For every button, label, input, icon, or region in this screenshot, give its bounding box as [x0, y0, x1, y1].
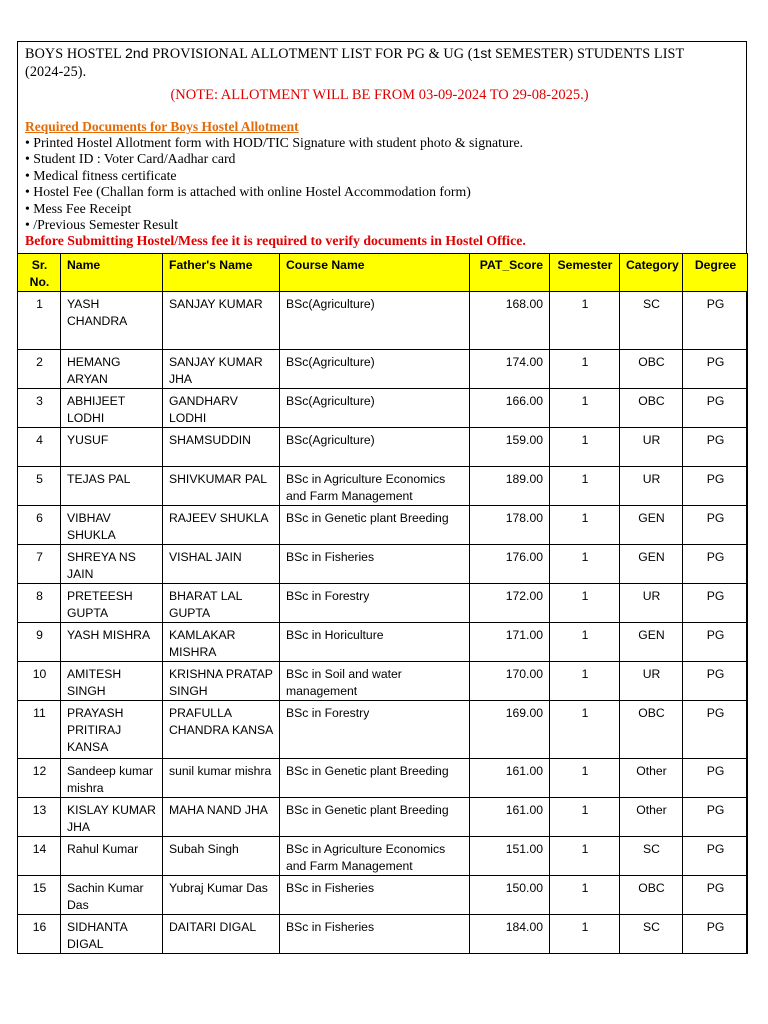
row-name: Rahul Kumar: [61, 837, 163, 876]
title-text: BOYS HOSTEL: [25, 46, 125, 62]
row-course-name: BSc(Agriculture): [280, 350, 470, 389]
row-sr-no: 13: [18, 798, 61, 837]
row-name: HEMANG ARYAN: [61, 350, 163, 389]
row-pat-score: 169.00: [470, 701, 550, 759]
table-row: [18, 545, 748, 584]
row-course-name: BSc in Fisheries: [280, 876, 470, 915]
row-fathers-name: SANJAY KUMAR JHA: [163, 350, 280, 389]
row-name: AMITESH SINGH: [61, 662, 163, 701]
row-name: SHREYA NS JAIN: [61, 545, 163, 584]
row-semester: 1: [550, 701, 620, 759]
row-category: Other: [620, 798, 683, 837]
row-course-name: BSc(Agriculture): [280, 389, 470, 428]
row-pat-score: 171.00: [470, 623, 550, 662]
row-category: GEN: [620, 623, 683, 662]
row-course-name: BSc in Forestry: [280, 584, 470, 623]
row-sr-no: 16: [18, 915, 61, 954]
row-degree: PG: [683, 350, 748, 389]
row-name: YASH MISHRA: [61, 623, 163, 662]
row-course-name: BSc in Fisheries: [280, 915, 470, 954]
table-row: [18, 837, 748, 876]
row-category: UR: [620, 662, 683, 701]
row-fathers-name: SHIVKUMAR PAL: [163, 467, 280, 506]
col-header-degree: Degree: [683, 254, 748, 292]
allotment-table: [17, 253, 748, 954]
row-course-name: BSc in Forestry: [280, 701, 470, 759]
row-course-name: BSc in Agriculture Economics and Farm Management: [280, 467, 470, 506]
document-item: • Printed Hostel Allotment form with HOD/TIC Signature with student photo & signature.: [25, 135, 524, 150]
title-ordinal: 1st: [472, 45, 492, 61]
table-row: [18, 467, 748, 506]
row-category: SC: [620, 837, 683, 876]
row-name: YUSUF: [61, 428, 163, 467]
row-category: OBC: [620, 350, 683, 389]
allotment-note: (NOTE: ALLOTMENT WILL BE FROM 03-09-2024 TO 29-08-2025.): [170, 87, 589, 103]
row-name: Sandeep kumar mishra: [61, 759, 163, 798]
row-pat-score: 174.00: [470, 350, 550, 389]
row-name: ABHIJEET LODHI: [61, 389, 163, 428]
row-fathers-name: PRAFULLA CHANDRA KANSA: [163, 701, 280, 759]
row-sr-no: 14: [18, 837, 61, 876]
row-sr-no: 4: [18, 428, 61, 467]
row-category: SC: [620, 292, 683, 350]
row-fathers-name: Subah Singh: [163, 837, 280, 876]
row-pat-score: 151.00: [470, 837, 550, 876]
row-name: Sachin Kumar Das: [61, 876, 163, 915]
required-documents-list: [25, 135, 740, 233]
row-course-name: BSc in Soil and water management: [280, 662, 470, 701]
row-degree: PG: [683, 428, 748, 467]
row-sr-no: 8: [18, 584, 61, 623]
row-sr-no: 15: [18, 876, 61, 915]
row-degree: PG: [683, 623, 748, 662]
row-pat-score: 168.00: [470, 292, 550, 350]
row-degree: PG: [683, 292, 748, 350]
row-fathers-name: RAJEEV SHUKLA: [163, 506, 280, 545]
row-degree: PG: [683, 837, 748, 876]
title-text: SEMESTER) STUDENTS LIST: [491, 46, 685, 62]
row-pat-score: 161.00: [470, 798, 550, 837]
col-header-name: Name: [61, 254, 163, 292]
document-item: • Mess Fee Receipt: [25, 200, 132, 216]
allotment-table-body: [18, 292, 748, 954]
row-sr-no: 9: [18, 623, 61, 662]
row-pat-score: 176.00: [470, 545, 550, 584]
row-name: PRAYASH PRITIRAJ KANSA: [61, 701, 163, 759]
col-header-course-name: Course Name: [280, 254, 470, 292]
col-header-fathers-name: Father's Name: [163, 254, 280, 292]
row-course-name: BSc in Fisheries: [280, 545, 470, 584]
row-sr-no: 11: [18, 701, 61, 759]
required-documents-heading: Required Documents for Boys Hostel Allotment: [25, 119, 299, 134]
row-semester: 1: [550, 467, 620, 506]
col-header-category: Category: [620, 254, 683, 292]
row-semester: 1: [550, 876, 620, 915]
row-semester: 1: [550, 584, 620, 623]
row-course-name: BSc in Genetic plant Breeding: [280, 506, 470, 545]
row-fathers-name: GANDHARV LODHI: [163, 389, 280, 428]
table-row: [18, 350, 748, 389]
row-category: UR: [620, 428, 683, 467]
row-semester: 1: [550, 428, 620, 467]
document-item: • Medical fitness certificate: [25, 167, 177, 183]
row-fathers-name: SHAMSUDDIN: [163, 428, 280, 467]
row-semester: 1: [550, 350, 620, 389]
table-row: [18, 759, 748, 798]
row-semester: 1: [550, 759, 620, 798]
row-degree: PG: [683, 389, 748, 428]
row-category: Other: [620, 759, 683, 798]
row-fathers-name: KRISHNA PRATAP SINGH: [163, 662, 280, 701]
row-degree: PG: [683, 759, 748, 798]
table-row: [18, 876, 748, 915]
row-fathers-name: BHARAT LAL GUPTA: [163, 584, 280, 623]
row-course-name: BSc(Agriculture): [280, 292, 470, 350]
row-degree: PG: [683, 876, 748, 915]
table-row: [18, 701, 748, 759]
row-course-name: BSc in Genetic plant Breeding: [280, 759, 470, 798]
row-category: OBC: [620, 389, 683, 428]
row-degree: PG: [683, 584, 748, 623]
row-semester: 1: [550, 545, 620, 584]
table-row: [18, 915, 748, 954]
row-name: YASH CHANDRA: [61, 292, 163, 350]
document-header: [18, 42, 746, 253]
table-row: [18, 662, 748, 701]
row-fathers-name: MAHA NAND JHA: [163, 798, 280, 837]
col-header-pat-score: PAT_Score: [470, 254, 550, 292]
table-row: [18, 389, 748, 428]
row-category: OBC: [620, 701, 683, 759]
row-pat-score: 166.00: [470, 389, 550, 428]
row-sr-no: 6: [18, 506, 61, 545]
row-semester: 1: [550, 623, 620, 662]
col-header-sr-no: Sr. No.: [18, 254, 61, 292]
row-name: VIBHAV SHUKLA: [61, 506, 163, 545]
row-pat-score: 161.00: [470, 759, 550, 798]
row-category: OBC: [620, 876, 683, 915]
row-pat-score: 178.00: [470, 506, 550, 545]
row-course-name: BSc in Agriculture Economics and Farm Management: [280, 837, 470, 876]
row-semester: 1: [550, 292, 620, 350]
row-sr-no: 12: [18, 759, 61, 798]
row-degree: PG: [683, 506, 748, 545]
table-row: [18, 798, 748, 837]
row-sr-no: 5: [18, 467, 61, 506]
table-row: [18, 428, 748, 467]
document-item: • /Previous Semester Result: [25, 217, 179, 233]
row-degree: PG: [683, 701, 748, 759]
row-degree: PG: [683, 915, 748, 954]
row-course-name: BSc in Genetic plant Breeding: [280, 798, 470, 837]
document-item: • Student ID : Voter Card/Aadhar card: [25, 151, 236, 167]
row-course-name: BSc in Horiculture: [280, 623, 470, 662]
row-fathers-name: VISHAL JAIN: [163, 545, 280, 584]
col-header-semester: Semester: [550, 254, 620, 292]
row-category: SC: [620, 915, 683, 954]
row-pat-score: 150.00: [470, 876, 550, 915]
title-text: PROVISIONAL ALLOTMENT LIST FOR PG & UG (: [148, 46, 473, 62]
row-category: UR: [620, 584, 683, 623]
row-sr-no: 2: [18, 350, 61, 389]
row-category: GEN: [620, 506, 683, 545]
row-name: TEJAS PAL: [61, 467, 163, 506]
row-pat-score: 159.00: [470, 428, 550, 467]
table-row: [18, 584, 748, 623]
allotment-document: [17, 41, 747, 954]
row-fathers-name: Yubraj Kumar Das: [163, 876, 280, 915]
row-sr-no: 3: [18, 389, 61, 428]
row-course-name: BSc(Agriculture): [280, 428, 470, 467]
row-degree: PG: [683, 798, 748, 837]
row-semester: 1: [550, 915, 620, 954]
row-sr-no: 7: [18, 545, 61, 584]
row-pat-score: 184.00: [470, 915, 550, 954]
table-row: [18, 292, 748, 350]
row-category: GEN: [620, 545, 683, 584]
row-degree: PG: [683, 662, 748, 701]
table-header-row: [18, 254, 748, 292]
title-year: (2024-25).: [25, 64, 87, 80]
row-fathers-name: DAITARI DIGAL: [163, 915, 280, 954]
row-sr-no: 10: [18, 662, 61, 701]
document-item: • Hostel Fee (Challan form is attached with online Hostel Accommodation form): [25, 184, 471, 200]
row-semester: 1: [550, 662, 620, 701]
row-fathers-name: KAMLAKAR MISHRA: [163, 623, 280, 662]
title-ordinal: 2nd: [125, 45, 149, 61]
row-name: KISLAY KUMAR JHA: [61, 798, 163, 837]
row-semester: 1: [550, 506, 620, 545]
row-pat-score: 170.00: [470, 662, 550, 701]
table-row: [18, 623, 748, 662]
document-title: [25, 44, 740, 81]
row-semester: 1: [550, 798, 620, 837]
row-pat-score: 189.00: [470, 467, 550, 506]
row-pat-score: 172.00: [470, 584, 550, 623]
row-category: UR: [620, 467, 683, 506]
row-name: SIDHANTA DIGAL: [61, 915, 163, 954]
row-fathers-name: SANJAY KUMAR: [163, 292, 280, 350]
table-row: [18, 506, 748, 545]
row-fathers-name: sunil kumar mishra: [163, 759, 280, 798]
row-degree: PG: [683, 467, 748, 506]
row-sr-no: 1: [18, 292, 61, 350]
row-semester: 1: [550, 837, 620, 876]
row-semester: 1: [550, 389, 620, 428]
row-name: PRETEESH GUPTA: [61, 584, 163, 623]
row-degree: PG: [683, 545, 748, 584]
verification-warning: Before Submitting Hostel/Mess fee it is required to verify documents in Hostel Office.: [25, 233, 526, 249]
